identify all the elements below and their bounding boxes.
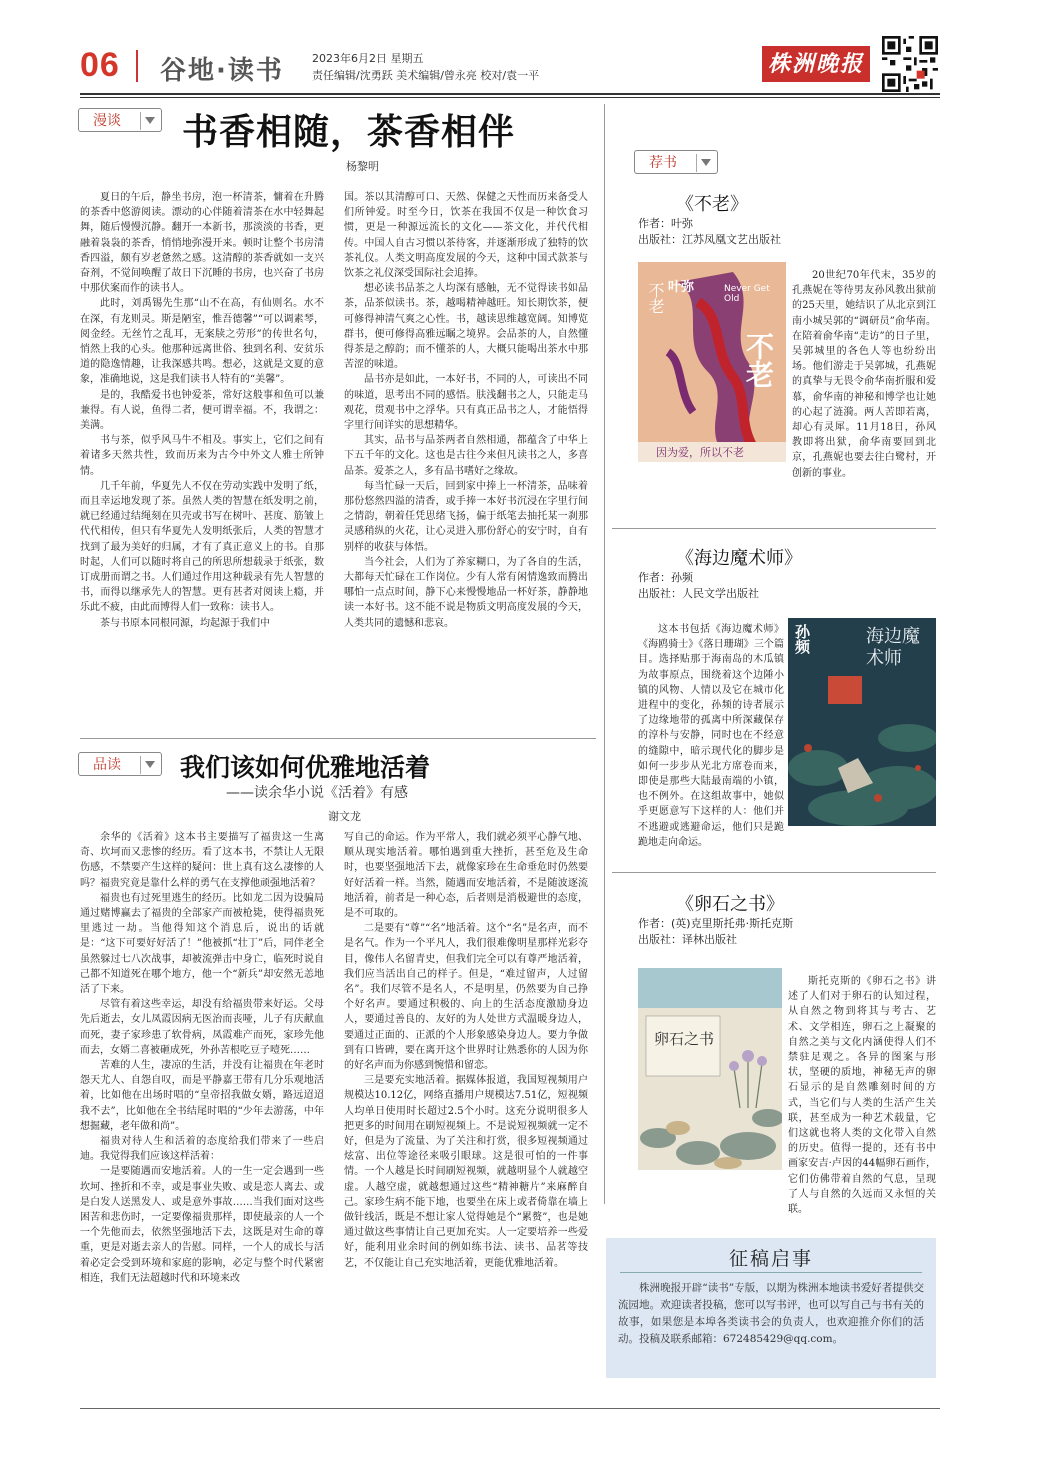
notice-title: 征稿启事 bbox=[728, 1248, 813, 1270]
book-description bbox=[788, 974, 936, 1217]
paragraph: 苦难的人生，凄凉的生活，并没有让福贵在年老时怨天尤人、自怨自叹，而是平静嘉王带有几分乐观地活着，比如他在出场时唱的“皇帝招我做女婿，路远迢迢我不去”，比如他在全书结尾时唱的“少年去游荡，中年想掘藏，老年做和尚”。 bbox=[80, 1060, 324, 1132]
article2-column-2 bbox=[344, 830, 588, 1271]
qr-code-icon bbox=[882, 36, 938, 92]
book-author: 作者：叶弥 bbox=[638, 217, 693, 230]
cover-title-vertical: 不老 bbox=[646, 282, 665, 314]
paragraph: 斯托克斯的《卵石之书》讲述了人们对于卵石的认知过程，从自然之物到将其与考古、艺术、文学相连，卵石之上凝聚的自然之美与文化内涵使得人们不禁驻足观之。各异的图案与形状，坚硬的质地，神秘无声的卵石显示的是自然雕刻时间的方式，当它们与人类的生活产生关联，甚至成为一种艺术载量，它们这就也将人类的文化带入自然的历史。值得一提的，还有书中画家安吉·卢因的44幅卵石画作，它们仿佛带着自然的气息，呈现了人与自然的久远而又永恒的关联。 bbox=[788, 976, 936, 1216]
paragraph: 三是要充实地活着。据媒体报道，我国短视频用户规模达10.12亿，网络直播用户规模达7.51亿，短视频人均单日使用时长超过2.5个小时。这充分说明很多人把更多的时间用在刷短视频上。不是说短视频就一定不好，但是为了流量、为了关注和打赏，很多短视频通过炫富、出位等途径来吸引眼球。这是很可怕的一件事情。一个人越是长时间刷短视频，就越明显个人就越空虚。人越空虚，就越想通过这些“精神糖片”来麻醉自己。家珍生病不能下地，也要坐在床上或者倚靠在墙上做针线活，既是不想让家人觉得她是个“累赘”，也是她通过做这些事情让自己更加充实。人一定要培养一些爱好，能利用业余时间的例如练书法、读书、品茗等技艺，不仅能让自己充实地活着，更能优雅地活着。 bbox=[344, 1075, 588, 1269]
article1-column-1 bbox=[80, 190, 324, 631]
book-description bbox=[638, 622, 784, 850]
article1-title: 书香相随，茶香相伴 bbox=[182, 111, 516, 153]
paragraph: 写自己的命运。作为平常人，我们就必须平心静气地、顺从现实地活着。哪怕遇到重大挫折，甚至危及生命时，也要坚强地活下去，就像家珍在生命垂危时仍然要好好活着一样。当然，随遇而安地活着，不是随波逐流地活着，前者是一种心态，后者则是消极避世的态度，是不可取的。 bbox=[344, 832, 588, 920]
section-title: 谷地·读书 bbox=[160, 56, 284, 86]
paragraph: 夏日的午后，静坐书房，泡一杯清茶，慵着在升腾的茶香中悠游阅读。漂动的心伴随着清茶在水中轻舞起舞，随后慢慢沉静。翻开一本新书，那淡淡的书香，更融着袅袅的茶香，悄悄地弥漫开来。顿时让整个书房清香四溢，颇有岁老惫然之感。这清醇的茶香就如一支兴奋剂，不觉间唤醒了故日下沉睡的书房，也兴奋了书房中那伏案而作的读书人。 bbox=[80, 192, 324, 295]
paragraph: 余华的《活着》这本书主要描写了福贵这一生离奇、坎坷而又悲惨的经历。看了这本书，不禁让人无限伤感，不禁要产生这样的疑问：世上真有这么凄惨的人吗？福贵究竟是靠什么样的勇气在支撑他顽强地活着？ bbox=[80, 832, 324, 889]
book-description bbox=[792, 268, 936, 481]
article2-subtitle: ——读余华小说《活着》有感 bbox=[226, 785, 408, 801]
page-number: 06 bbox=[80, 46, 120, 84]
tag-label: 品读 bbox=[93, 757, 121, 773]
header-rule-thin bbox=[80, 97, 940, 98]
cover-big-title: 不老 bbox=[742, 332, 775, 388]
cover-author: 叶弥 bbox=[668, 280, 695, 295]
paragraph: 20世纪70年代末，35岁的孔燕妮在等待男友孙风教出狱前的25天里，她结识了从北京到江南小城吴郭的“调研员”俞华南。在陪着俞华南“走访”的日子里，吴郭城里的各色人等也纷纷出场。他们游走于吴郭城，孔燕妮的真挚与无畏令俞华南折服和爱慕，俞华南的神秘和博学也让她的心起了涟漪。两人苦即若离，却心有灵犀。11月18日，孙风教即将出狱，俞华南要回到北京，孔燕妮也要去往白鹭村，开创新的事业。 bbox=[792, 270, 936, 479]
paragraph: 尽管有着这些幸运，却没有给福贵带来好运。父母先后逝去，女儿凤霞因病无医治而丧哑，儿子有庆献血而死，妻子家珍患了软骨病，凤霞难产而死，家珍先他而去，女婿二喜被砸成死，外孙苦根吃豆子噎死…… bbox=[80, 999, 324, 1056]
header-divider bbox=[136, 50, 138, 82]
chevron-down-icon bbox=[145, 761, 155, 768]
paragraph: 此时，刘禹锡先生那“山不在高，有仙则名。水不在深，有龙则灵。斯是陋室，惟吾德馨”“可以调素琴，阅金经。无丝竹之乱耳，无案牍之劳形”的传世名句，悄然上我的心头。他那种远离世俗、独到名利、安贫乐道的隐逸情趣，让我深感共鸣。想必，这就是文夏的意象，准确地说，这是我们读书人特有的“美馨”。 bbox=[80, 298, 324, 386]
paragraph: 当今社会，人们为了养家糊口，为了各自的生活，大都每天忙碌在工作岗位。少有人常有闲情逸致而腾出哪怕一点点时间，静下心来慢慢地品一杯好茶，静静地读一本好书。这不能不说是物质文明高度发展的今天，人类共同的遗憾和悲哀。 bbox=[344, 556, 588, 629]
book-title: 《不老》 bbox=[676, 194, 748, 215]
notice-text: 株洲晚报开辟“读书”专版，以期为株洲本地读书爱好者提供交流园地。欢迎读者投稿，您可以写书评，也可以写自己与书有关的故事，如果您是本埠各类读书会的负责人，也欢迎推介你们的活动。投稿及联系邮箱：672485429@qq.com。 bbox=[618, 1282, 924, 1345]
footer-rule bbox=[80, 1408, 940, 1409]
paragraph: 品书亦是如此，一本好书，不同的人，可读出不同的味道，思考出不同的感悟。肤浅翻书之人，只能走马观花，贯观书中之浮华。只有真正品书之人，才能悟得字里行间详实的思想精华。 bbox=[344, 374, 588, 432]
paragraph: 每当忙碌一天后，回到家中捧上一杯清茶，品味着那份悠然四溢的清香，或手捧一本好书沉浸在字里行间之情韵，朝着任凭思绪飞扬，偏于纸笔去抽托某一刹那灵感稍纵的火花，让心灵进入那份舒心的安宁时，自有别样的收获与体悟。 bbox=[344, 480, 588, 553]
cover-english-title: Never Get Old bbox=[724, 284, 770, 304]
paragraph: 福贵也有过死里逃生的经历。比如龙二因为设骗局通过赌博赢去了福贵的全部家产而被枪毙，使得福贵死里逃过一劫。当他得知这个消息后，说出的话就是：“这下可要好好活了！”他被抓“壮丁”后，同伴老全虽然躲过七八次战事，却被流弹击中身亡，临死时说自己都不知道死在哪个地方，他一个“新兵”却安然无恙地活了下来。 bbox=[80, 892, 324, 996]
book-publisher: 出版社：译林出版社 bbox=[638, 933, 737, 946]
book-author: 作者：孙频 bbox=[638, 571, 693, 584]
cover-title: 卵石之书 bbox=[654, 1030, 715, 1048]
cover-art bbox=[638, 968, 782, 1170]
book-cover-luanshi bbox=[638, 968, 782, 1170]
article2-title: 我们该如何优雅地活着 bbox=[180, 753, 431, 782]
newspaper-logo: 株洲晚报 bbox=[762, 46, 870, 82]
book-publisher: 出版社：人民文学出版社 bbox=[638, 587, 759, 600]
editor-credits: 责任编辑/沈勇跃 美术编辑/曾永亮 校对/袁一平 bbox=[312, 69, 540, 82]
article2-author: 谢文龙 bbox=[328, 810, 361, 823]
article-separator bbox=[80, 738, 596, 739]
book-title: 《卵石之书》 bbox=[676, 894, 784, 915]
paragraph: 书与茶，似乎风马牛不相及。事实上，它们之间有着诸多天然共性，致而历来为古今中外文人雅士所钟情。 bbox=[80, 435, 324, 477]
tag-label: 漫谈 bbox=[93, 113, 121, 129]
paragraph: 几千年前，华夏先人不仅在劳动实践中发明了纸，而且幸运地发现了茶。虽然人类的智慧在纸发明之前，就已经通过结绳刻在贝壳或书写在树叶、甚度、筋皱上代代相传，但只有华夏先人发明纸张后，人类的智慧才找到了最为美好的归属，才有了真正意义上的书。自那时起，人们可以随时将自己的所思所想载录于纸张，数订成册而谓之书。人们通过作用这种载录有先人智慧的书，而得以继承先人的智慧。更有甚者对阅读上瘾，并乐此不疲，由此而博得人们一致称：读书人。 bbox=[80, 480, 324, 614]
sidebar-tag bbox=[634, 150, 718, 174]
paragraph: 一是要随遇而安地活着。人的一生一定会遇到一些坎坷、挫折和不幸，或是事业失败、或是恋人离去、或是白发人送黑发人、或是意外事故……当我们面对这些困苦和悲伤时，一定要像福贵那样，即使最亲的人一个一个先他而去，依然坚强地活下去，这既是对生命的尊重，更是对逝去亲人的告慰。同样，一个人的成长与活着必定会受到环境和家庭的影响，必定与整个时代紧密相连，我们无法超越时代和环境来改 bbox=[80, 1166, 324, 1284]
paragraph: 国。茶以其清醇可口、天然、保健之天性而历来备受人们所钟爱。时至今日，饮茶在我国不仅是一种饮食习惯，更是一种源远流长的文化——茶文化，并代代相传。中国人自古习惯以茶待客，并逐渐形成了独特的饮茶礼仪。人类文明高度发展的今天，这种中国式款茶与饮茶之礼仪深受国际社会追捧。 bbox=[344, 192, 588, 280]
paragraph: 是的，我酷爱书也钟爱茶，常好这般事和鱼可以兼兼得。有人说，鱼得二者，便可谓幸福。不，我谓之：美满。 bbox=[80, 389, 324, 432]
book-cover-bulao bbox=[638, 262, 786, 462]
column-divider bbox=[604, 104, 605, 1204]
paragraph: 想必读书品茶之人均深有感触，无不觉得读书如品茶，品茶似读书。茶，越喝精神越旺。知长期饮茶，便可修得神清气爽之心性。书，越读思维越宽阔。知博览群书，便可修得高雅远瞩之境界。会品茶的人，自然懂得茶是之醇韵；而不懂茶的人，大概只能喝出茶水中那苦涩的味道。 bbox=[344, 283, 588, 371]
cover-title: 海边魔术师 bbox=[866, 626, 920, 669]
issue-date: 2023年6月2日 星期五 bbox=[312, 52, 424, 65]
paragraph: 这本书包括《海边魔术师》《海鸥骑士》《落日珊瑚》三个篇目。选择贴那于海南岛的木瓜镇为故事原点，围绕着这个边陲小镇的风物、人情以及它在城市化进程中的变化，孙频的诗者展示了边缘地带的孤离中所深藏保存的淳朴与安静，同时也在不经意的缝隙中，暗示现代化的脚步是如何一步步从光北方席卷而来，即使是那些大陆最南端的小镇，也不例外。在这组故事中，她似乎更愿意写下这样的人：他们并不逃避或逃避命运，他们只是跪跪地走向命运。 bbox=[638, 624, 784, 848]
article-tag-manta bbox=[78, 108, 162, 132]
paragraph: 二是要有“尊”“名”地活着。这个“名”是名声，而不是名气。作为一个平凡人，我们很难像明星那样光彩夺目，像伟人名留青史，但我们完全可以有尊严地活着，我们应当活出自己的样子。但是，“难过留声，人过留名”。我们尽管不是名人，不是明星，仍然要为自己挣个好名声。要通过积极的、向上的生活态度激励身边人，要通过善良的、友好的为人处世方式温暖身边人，要通过正面的、正派的个人形象感染身边人。要力争做到有口皆碑，要在离开这个世界时让熟悉你的人因为你的好名声而为你感到惋惜和留恋。 bbox=[344, 923, 588, 1072]
chevron-down-icon bbox=[701, 159, 711, 166]
cover-slogan: 因为爱，所以不老 bbox=[656, 446, 744, 459]
paragraph: 福贵对待人生和活着的态度给我们带来了一些启迪。我觉得我们应该这样活着： bbox=[80, 1136, 324, 1163]
article1-column-2 bbox=[344, 190, 588, 631]
book-separator bbox=[612, 872, 936, 873]
article2-column-1 bbox=[80, 830, 324, 1286]
book-title: 《海边魔术师》 bbox=[676, 548, 802, 569]
book-cover-haibian bbox=[788, 618, 936, 826]
book-separator bbox=[612, 528, 936, 529]
chevron-down-icon bbox=[145, 117, 155, 124]
article-tag-pindu bbox=[78, 752, 162, 776]
paragraph: 其实，品书与品茶两者自然相通，都蕴含了中华上下五千年的文化。这也是古往今来但凡读书之人，多喜品茶。爱茶之人，多有品书嗜好之缘故。 bbox=[344, 435, 588, 477]
book-author: 作者：(英)克里斯托弗·斯托克斯 bbox=[638, 917, 794, 930]
header-rule bbox=[80, 93, 940, 95]
notice-divider bbox=[620, 1272, 922, 1273]
paragraph: 茶与书原本同根同源，均起源于我们中 bbox=[100, 617, 270, 629]
notice-body bbox=[618, 1280, 924, 1348]
article1-author: 杨黎明 bbox=[346, 160, 379, 173]
book-publisher: 出版社：江苏凤凰文艺出版社 bbox=[638, 233, 781, 246]
tag-label: 荐书 bbox=[649, 155, 677, 171]
cover-author: 孙频 bbox=[793, 624, 811, 654]
